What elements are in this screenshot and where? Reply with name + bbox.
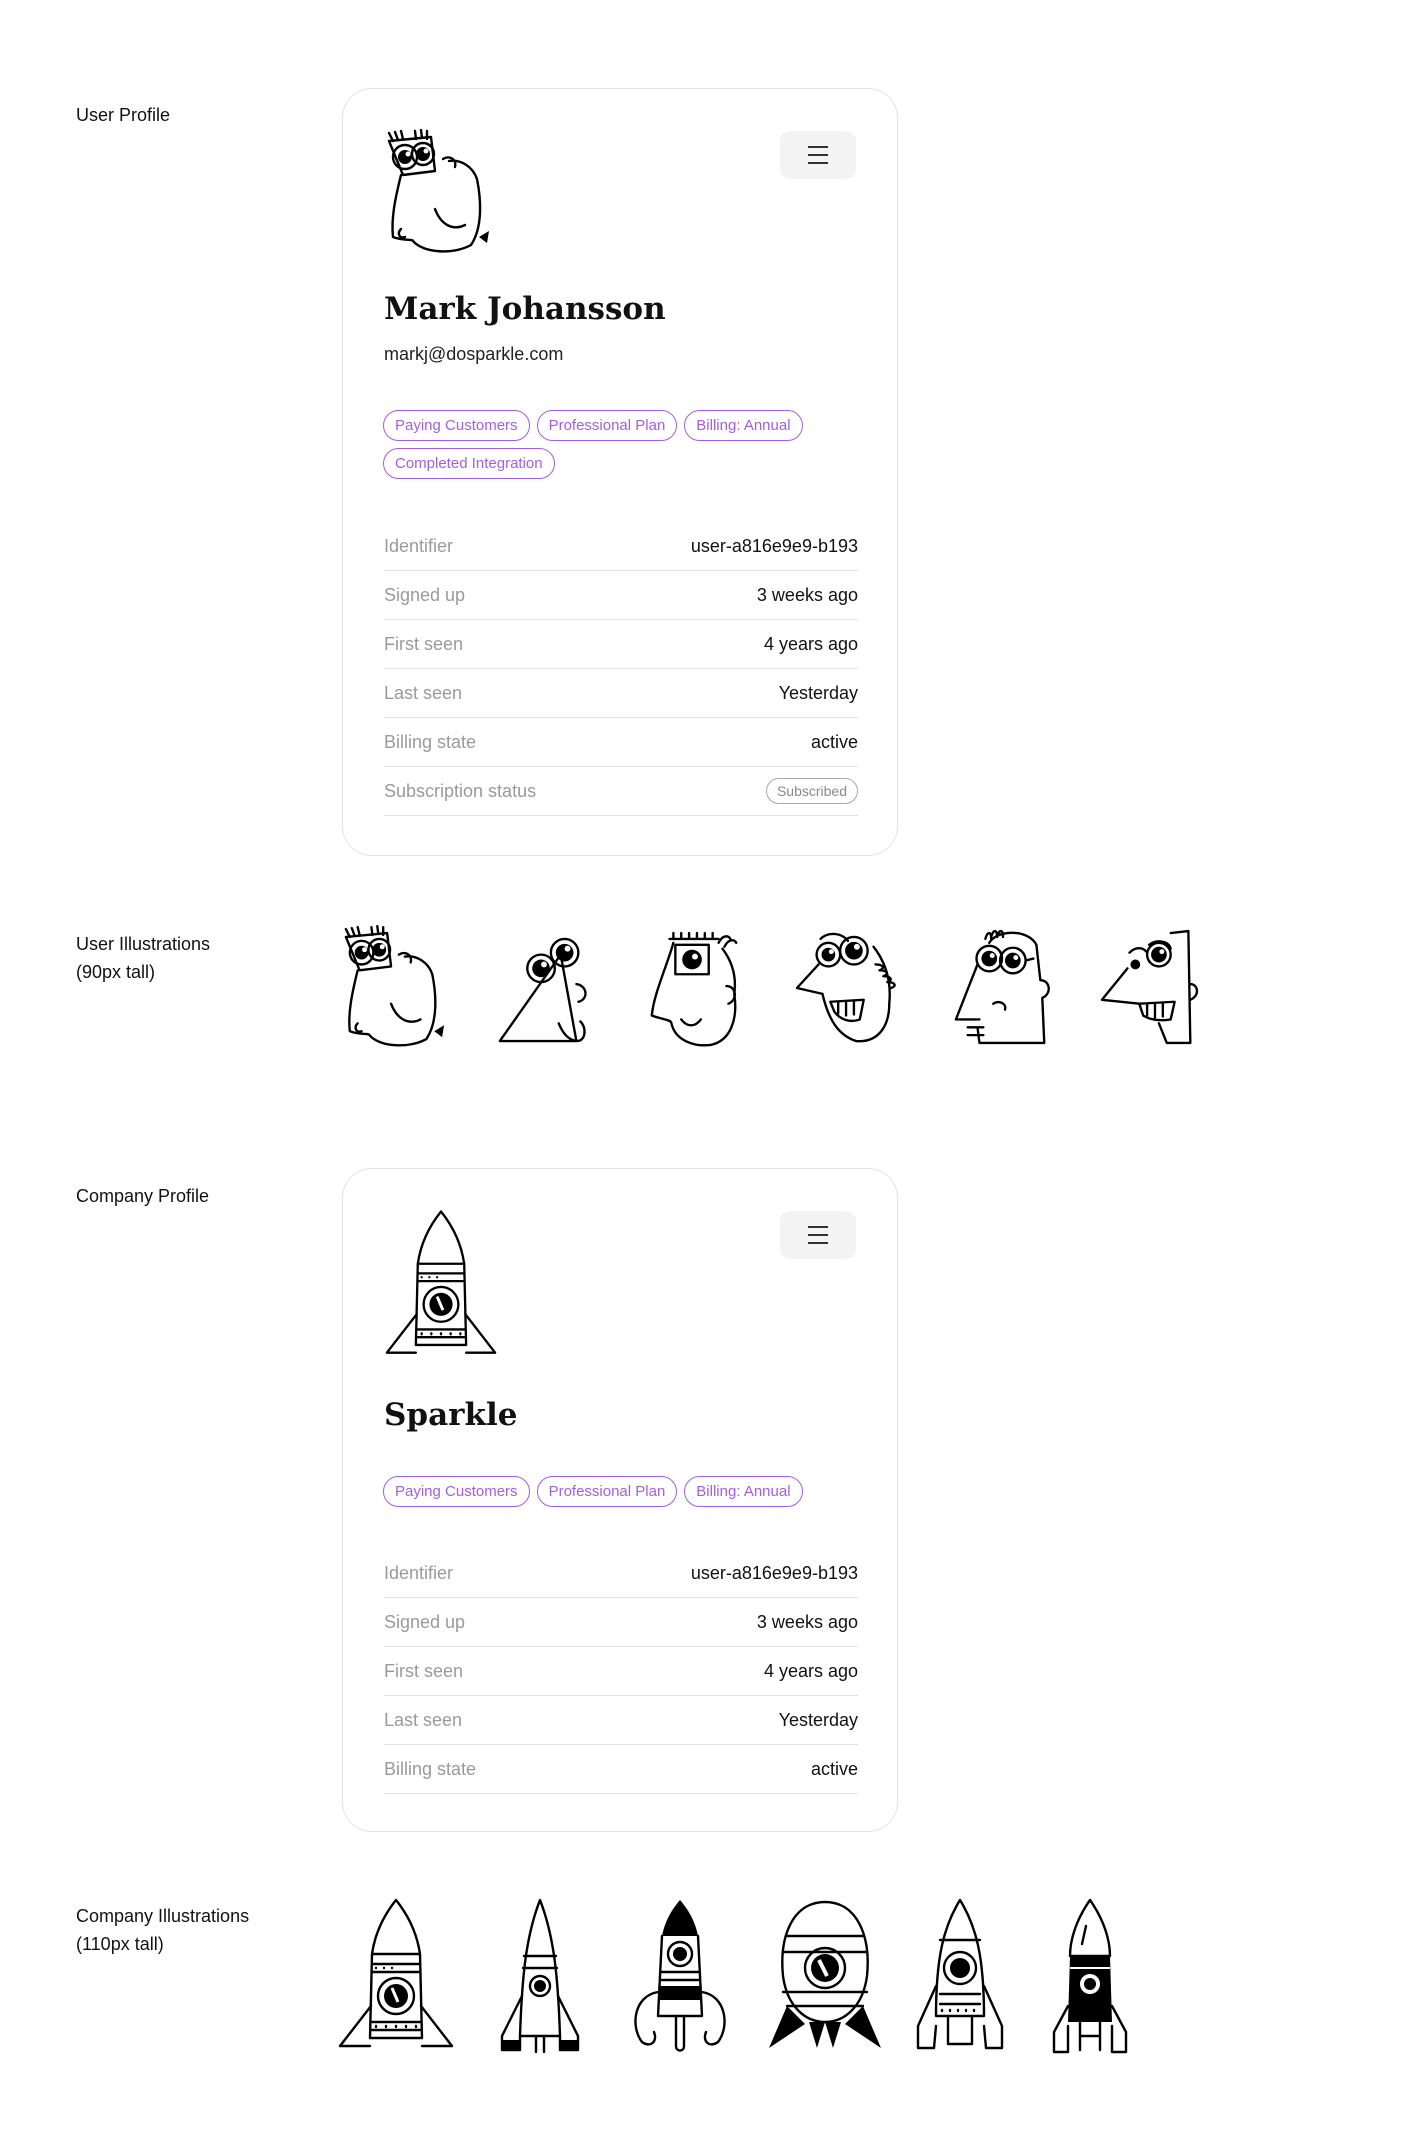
detail-value: Yesterday — [778, 682, 858, 703]
detail-label: Signed up — [384, 584, 466, 605]
company-illustrations-label — [76, 1902, 249, 1958]
tag[interactable]: Billing: Annual — [684, 1476, 802, 1507]
face-goggles-icon — [340, 925, 448, 1056]
face-cyclops-icon — [640, 925, 748, 1056]
company-tags — [383, 1476, 863, 1507]
rocket-slim-icon — [480, 1896, 600, 2061]
rocket-round-icon — [765, 1896, 885, 2061]
tag[interactable]: Paying Customers — [383, 410, 530, 441]
user-tags — [383, 410, 863, 479]
detail-row — [384, 1598, 858, 1647]
face-grin-icon — [795, 925, 903, 1056]
detail-row — [384, 1549, 858, 1598]
detail-label: First seen — [384, 1660, 464, 1681]
company-illustrations-subtitle: (110px tall) — [76, 1934, 164, 1954]
face-profile-icon — [1100, 925, 1208, 1056]
detail-value: 4 years ago — [763, 1660, 858, 1681]
detail-label: Billing state — [384, 1758, 477, 1779]
detail-label: Last seen — [384, 682, 463, 703]
rocket-striped-icon — [336, 1896, 456, 2061]
menu-button[interactable] — [780, 131, 856, 179]
company-profile-section-label: Company Profile — [76, 1186, 210, 1206]
detail-row — [384, 571, 858, 620]
rocket-dark-icon — [1030, 1896, 1150, 2061]
detail-label: Subscription status — [384, 780, 537, 801]
tag[interactable]: Paying Customers — [383, 1476, 530, 1507]
detail-value: 3 weeks ago — [756, 1611, 858, 1632]
cartoon-face-goggles-icon — [383, 129, 493, 262]
rocket-legs-icon — [620, 1896, 740, 2061]
user-name: Mark Johansson — [384, 291, 666, 327]
hamburger-menu-icon — [808, 1223, 828, 1247]
detail-value: user-a816e9e9-b193 — [690, 535, 858, 556]
menu-button[interactable] — [780, 1211, 856, 1259]
tag[interactable]: Completed Integration — [383, 448, 555, 479]
rocket-icon — [383, 1207, 499, 1368]
detail-label: Identifier — [384, 535, 454, 556]
detail-row — [384, 522, 858, 571]
detail-row — [384, 1647, 858, 1696]
rocket-porthole-icon — [900, 1896, 1020, 2061]
company-illustrations-title: Company Illustrations — [76, 1906, 250, 1926]
company-details — [384, 1549, 858, 1794]
detail-row — [384, 1696, 858, 1745]
detail-row — [384, 718, 858, 767]
detail-value: user-a816e9e9-b193 — [690, 1562, 858, 1583]
detail-label: Billing state — [384, 731, 477, 752]
user-profile-section-label: User Profile — [76, 105, 171, 125]
face-block-icon — [950, 925, 1058, 1056]
user-illustrations-label — [76, 930, 210, 986]
face-triangle-icon — [490, 925, 598, 1056]
user-profile-card — [342, 88, 898, 856]
user-email: markj@dosparkle.com — [384, 344, 564, 364]
detail-label: Last seen — [384, 1709, 463, 1730]
detail-row — [384, 669, 858, 718]
detail-value: Yesterday — [778, 1709, 858, 1730]
detail-label: Identifier — [384, 1562, 454, 1583]
detail-row — [384, 620, 858, 669]
detail-value: 4 years ago — [763, 633, 858, 654]
detail-label: First seen — [384, 633, 464, 654]
detail-value: 3 weeks ago — [756, 584, 858, 605]
detail-value: active — [810, 1758, 858, 1779]
user-details — [384, 522, 858, 816]
user-illustrations-subtitle: (90px tall) — [76, 962, 156, 982]
subscription-status-badge: Subscribed — [766, 778, 858, 804]
tag[interactable]: Professional Plan — [537, 410, 678, 441]
detail-label: Signed up — [384, 1611, 466, 1632]
company-profile-card — [342, 1168, 898, 1832]
detail-row — [384, 1745, 858, 1794]
tag[interactable]: Billing: Annual — [684, 410, 802, 441]
tag[interactable]: Professional Plan — [537, 1476, 678, 1507]
hamburger-menu-icon — [808, 143, 828, 167]
detail-value: active — [810, 731, 858, 752]
company-name: Sparkle — [384, 1397, 518, 1433]
user-illustrations-title: User Illustrations — [76, 934, 211, 954]
detail-row — [384, 767, 858, 816]
